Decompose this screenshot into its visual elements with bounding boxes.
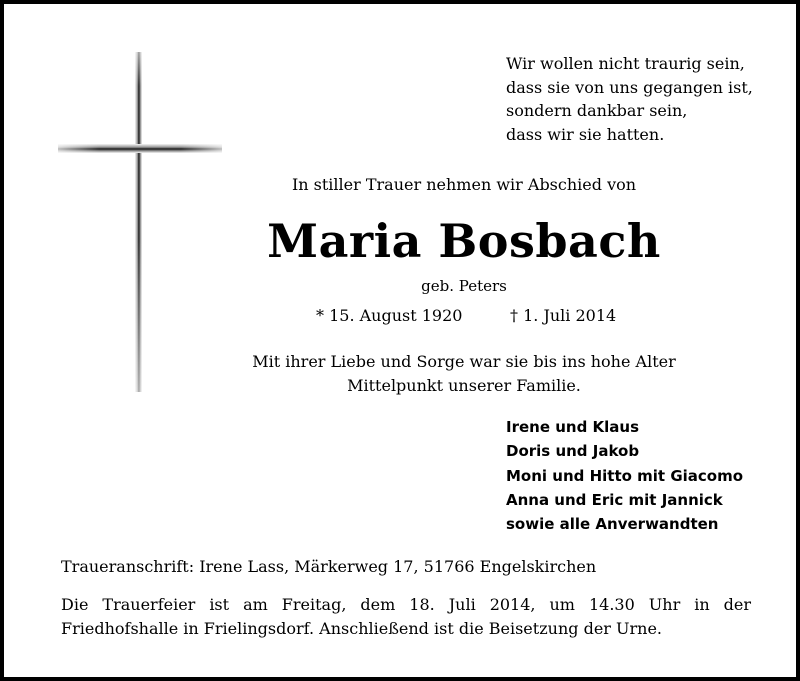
poem-line: sondern dankbar sein,	[506, 101, 688, 120]
poem-line: dass sie von uns gegangen ist,	[506, 77, 753, 97]
mourner-entry: Doris und Jakob	[506, 442, 640, 461]
poem-line: dass wir sie hatten.	[506, 124, 665, 144]
maiden-name: geb. Peters	[421, 277, 507, 295]
birth-date: * 15. August 1920	[316, 306, 463, 325]
tribute-text	[4, 350, 800, 398]
intro-text: In stiller Trauer nehmen wir Abschied von	[291, 175, 637, 194]
deceased-name: Maria Bosbach	[267, 214, 661, 268]
death-date: † 1. Juli 2014	[510, 306, 617, 325]
poem	[506, 52, 753, 146]
tribute-line: Mittelpunkt unserer Familie.	[347, 376, 581, 395]
mourner-entry: Moni und Hitto mit Giacomo	[506, 466, 744, 485]
tribute-line: Mit ihrer Liebe und Sorge war sie bis ins hohe Alter	[252, 352, 676, 371]
mourner-entry: sowie alle Anverwandten	[506, 515, 719, 534]
poem-line: Wir wollen nicht traurig sein,	[506, 54, 745, 73]
mourning-address: Traueranschrift: Irene Lass, Märkerweg 17, 51766 Engelskirchen	[61, 557, 597, 576]
mourner-entry: Irene und Klaus	[506, 418, 640, 436]
cross-icon-horizontal-beam	[58, 144, 222, 153]
mourners-list	[506, 415, 743, 536]
mourner-entry: Anna und Eric mit Jannick	[506, 490, 723, 509]
funeral-details: Die Trauerfeier ist am Freitag, dem 18. Juli 2014, um 14.30 Uhr in der Friedhofshalle in Frielingsdorf. Anschließend ist die Beisetzung der Urne.	[61, 595, 751, 638]
